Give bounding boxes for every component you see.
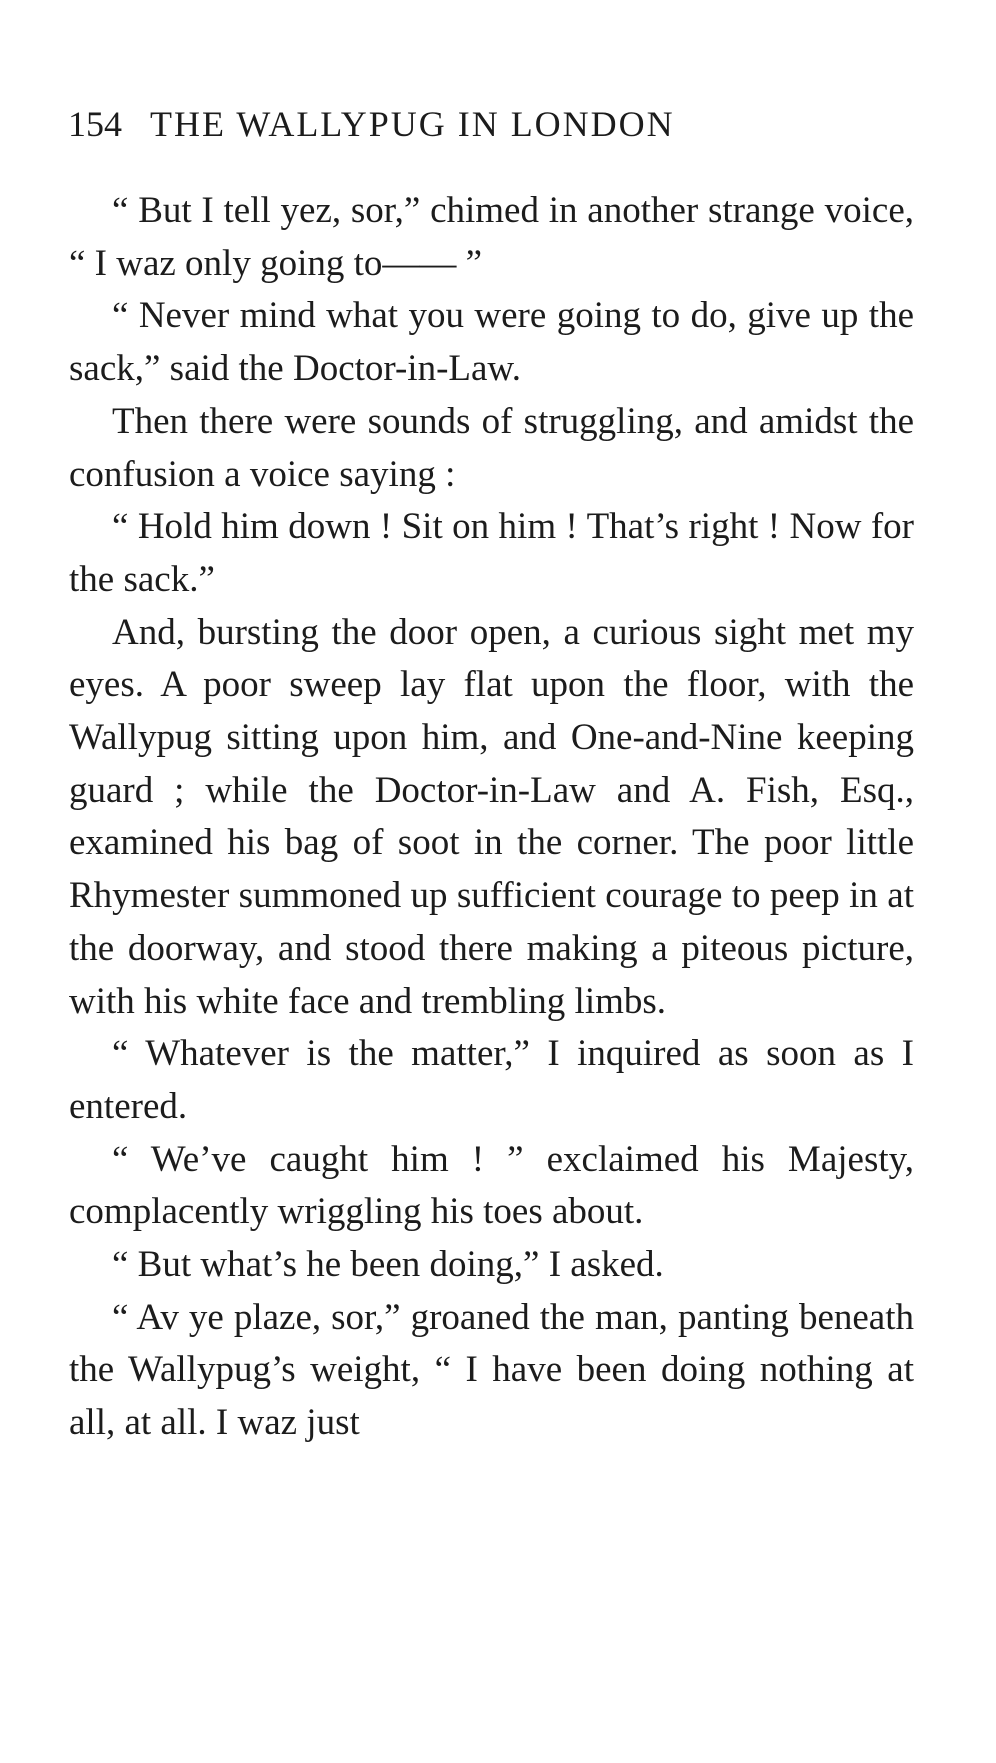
paragraph: And, bursting the door open, a curious sight met my eyes. A poor sweep lay flat upon the floor, with the Wallypug sitting upon him, and One-and-Nine keeping guard ; while the Doctor-in-Law and A. Fish, Esq., examined his bag of soot in the corner. The poor little Rhymester summoned up sufficient courage to peep in at the doorway, and stood there making a piteous picture, with his white face and trembling limbs. [69, 611, 914, 1022]
paragraph: “ Hold him down ! Sit on him ! That’s right ! Now for the sack.” [69, 506, 914, 600]
paragraph: “ Never mind what you were going to do, give up the sack,” said the Doctor-in-Law. [69, 295, 914, 390]
running-title: THE WALLYPUG IN LONDON [150, 104, 675, 144]
body-text [69, 185, 914, 1450]
paragraph: “ But I tell yez, sor,” chimed in another strange voice, “ I waz only going to—— ” [69, 190, 914, 284]
paragraph: “ But what’s he been doing,” I asked. [112, 1244, 664, 1286]
paragraph: Then there were sounds of struggling, and amidst the confusion a voice saying : [69, 400, 914, 495]
page-number: 154 [68, 104, 122, 144]
paragraph: “ Whatever is the matter,” I inquired as soon as I entered. [69, 1033, 914, 1127]
paragraph: “ Av ye plaze, sor,” groaned the man, panting beneath the Wallypug’s weight, “ I have been doing nothing at all, at all. I waz just [69, 1296, 914, 1444]
running-head [68, 103, 675, 145]
paragraph: “ We’ve caught him ! ” exclaimed his Majesty, complacently wriggling his toes about. [69, 1138, 914, 1233]
